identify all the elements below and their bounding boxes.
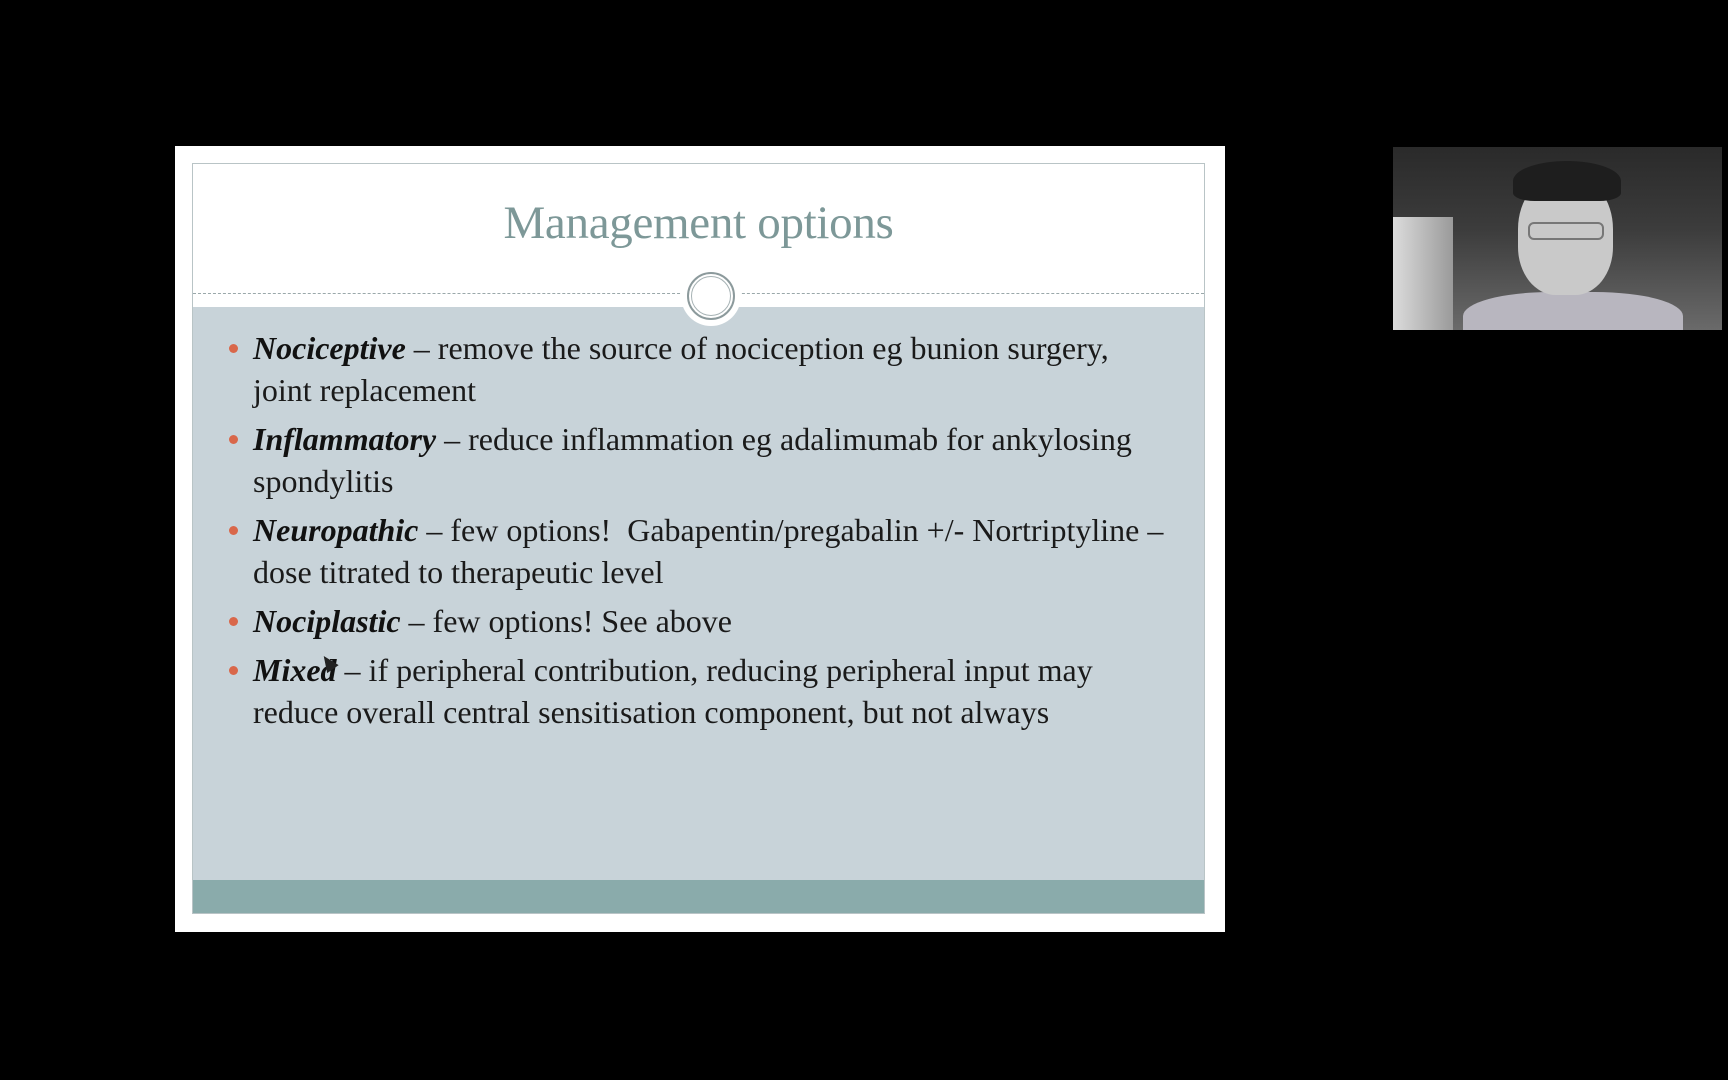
bullet-term: Nociplastic xyxy=(253,603,401,639)
webcam-presenter-hair xyxy=(1513,161,1621,201)
bullet-dot-icon xyxy=(229,666,238,675)
bullet-dot-icon xyxy=(229,617,238,626)
bullet-dot-icon xyxy=(229,344,238,353)
bullet-item xyxy=(229,600,1174,642)
bullet-text: – few options! Gabapentin/pregabalin +/- Nortriptyline – dose titrated to therapeutic level xyxy=(253,512,1172,590)
bullet-term: Inflammatory xyxy=(253,421,437,457)
bullet-text: – few options! See above xyxy=(400,603,732,639)
bullet-list xyxy=(229,327,1174,740)
bullet-dot-icon xyxy=(229,526,238,535)
bullet-item xyxy=(229,509,1174,593)
presenter-webcam-video[interactable] xyxy=(1393,147,1722,330)
bullet-item xyxy=(229,327,1174,411)
circle-ornament-icon xyxy=(681,266,741,326)
webcam-presenter-body xyxy=(1463,292,1683,330)
slide-title: Management options xyxy=(503,197,894,249)
bullet-text: – reduce inflammation eg adalimumab for ankylosing spondylitis xyxy=(253,421,1132,499)
bullet-item xyxy=(229,649,1174,733)
bullet-term: Neuropathic xyxy=(253,512,419,548)
bullet-item xyxy=(229,418,1174,502)
bullet-text: – if peripheral contribution, reducing peripheral input may reduce overall central sensitisation component, but not always xyxy=(253,652,1093,730)
slide-content xyxy=(193,307,1204,880)
webcam-presenter-glasses xyxy=(1528,222,1604,240)
bullet-term: Nociceptive xyxy=(253,330,406,366)
bullet-text: – remove the source of nociception eg bunion surgery, joint replacement xyxy=(253,330,1109,408)
slide-footer-bar xyxy=(193,880,1204,914)
slide-frame xyxy=(192,163,1205,914)
bullet-dot-icon xyxy=(229,435,238,444)
presentation-slide xyxy=(175,146,1225,932)
bullet-term: Mixed xyxy=(253,652,337,688)
webcam-background-window xyxy=(1393,217,1453,330)
